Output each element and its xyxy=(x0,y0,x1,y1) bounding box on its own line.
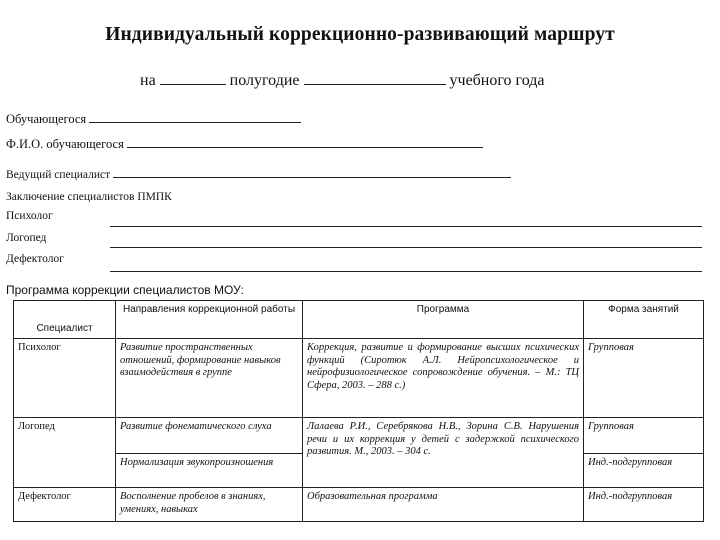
defectologist-blank[interactable] xyxy=(110,271,702,272)
psychologist-label: Психолог xyxy=(6,210,53,222)
lead-specialist-field xyxy=(6,166,511,181)
half-year-blank[interactable] xyxy=(160,73,226,85)
psychologist-blank[interactable] xyxy=(110,226,702,227)
header-specialist: Специалист xyxy=(14,301,116,339)
defectologist-label: Дефектолог xyxy=(6,253,64,265)
cell-form: Групповая xyxy=(584,339,704,418)
pmpk-conclusion-label: Заключение специалистов ПМПК xyxy=(6,191,172,203)
lead-specialist-label: Ведущий специалист xyxy=(6,169,111,181)
program-heading: Программа коррекции специалистов МОУ: xyxy=(6,283,244,297)
cell-direction: Развитие пространственных отношений, формирование навыков взаимодействия в группе xyxy=(116,339,303,418)
cell-specialist: Логопед xyxy=(14,418,116,488)
cell-program: Лалаева Р.И., Серебрякова Н.В., Зорина С.В. Нарушения речи и их коррекция у детей с задержкой психического развития. М., 2003. – 304 с. xyxy=(303,418,584,488)
cell-specialist: Дефектолог xyxy=(14,488,116,522)
document-title: Индивидуальный коррекционно-развивающий маршрут xyxy=(105,24,615,45)
logoped-blank[interactable] xyxy=(110,247,702,248)
logoped-label: Логопед xyxy=(6,232,47,244)
header-form: Форма занятий xyxy=(584,301,704,339)
cell-direction: Развитие фонематического слуха xyxy=(116,418,303,454)
header-program: Программа xyxy=(303,301,584,339)
program-table xyxy=(13,300,704,522)
table-row xyxy=(14,418,704,454)
half-year-prefix: на xyxy=(140,72,156,89)
half-year-line xyxy=(140,72,544,90)
cell-form: Групповая xyxy=(584,418,704,454)
fio-field xyxy=(6,136,483,152)
student-label: Обучающегося xyxy=(6,112,87,126)
cell-form: Инд.-подгрупповая xyxy=(584,454,704,488)
table-header-row xyxy=(14,301,704,339)
header-direction: Направления коррекционной работы xyxy=(116,301,303,339)
fio-label: Ф.И.О. обучающегося xyxy=(6,137,124,151)
fio-blank[interactable] xyxy=(127,136,483,148)
school-year-blank[interactable] xyxy=(304,73,446,85)
cell-specialist: Психолог xyxy=(14,339,116,418)
table-row xyxy=(14,339,704,418)
cell-direction: Восполнение пробелов в знаниях, умениях, навыках xyxy=(116,488,303,522)
cell-direction: Нормализация звукопроизношения xyxy=(116,454,303,488)
student-field xyxy=(6,111,301,127)
half-year-label: полугодие xyxy=(229,72,300,89)
student-blank[interactable] xyxy=(89,111,301,123)
cell-program: Образовательная программа xyxy=(303,488,584,522)
cell-program: Коррекция, развитие и формирование высших психических функций (Сиротюк А.Л. Нейропсихологическое и нейрофизиологическое сопровождение обучения. – М.: ТЦ Сфера, 2003. – 288 с.) xyxy=(303,339,584,418)
school-year-label: учебного года xyxy=(449,72,545,89)
lead-specialist-blank[interactable] xyxy=(113,166,511,178)
cell-form: Инд.-подгрупповая xyxy=(584,488,704,522)
table-row xyxy=(14,488,704,522)
